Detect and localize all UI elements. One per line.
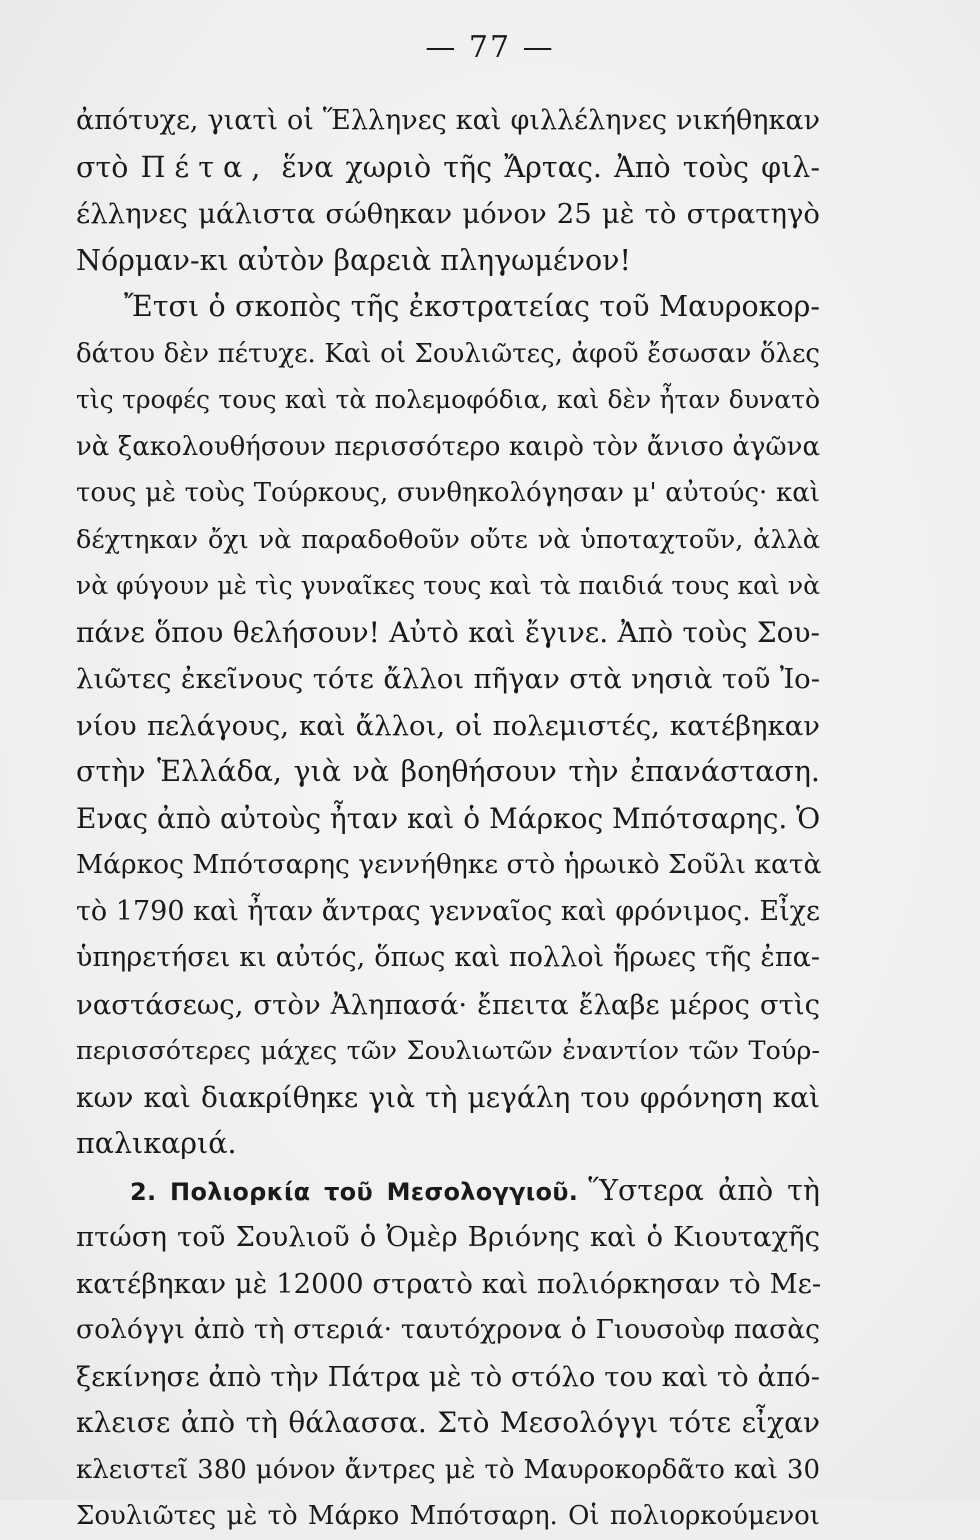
text-line: κων καὶ διακρίθηκε γιὰ τὴ μεγάλη του φρόνηση καὶ: [76, 1080, 820, 1114]
text-line: νὰ ξακολουθήσουν περισσότερο καιρὸ τὸν ἄνισο ἀγῶνα: [76, 431, 820, 462]
text-line: σολόγγι ἀπὸ τὴ στεριά· ταυτόχρονα ὁ Γιουσοὺφ πασὰς: [76, 1314, 820, 1345]
text-line: Σουλιῶτες μὲ τὸ Μάρκο Μπότσαρη. Οἱ πολιορκούμενοι: [76, 1501, 820, 1531]
body-text: [76, 98, 820, 1540]
text-line: κλεισε ἀπὸ τὴ θάλασσα. Στὸ Μεσολόγγι τότε εἶχαν: [76, 1406, 820, 1439]
text-line: ἀπότυχε, γιατὶ οἱ Ἕλληνες καὶ φιλλέληνες νικήθηκαν: [76, 105, 820, 136]
text-line: ναστάσεως, στὸν Ἀληπασά· ἔπειτα ἔλαβε μέρος στὶς: [76, 988, 820, 1021]
text-line: στὴν Ἑλλάδα, γιὰ νὰ βοηθήσουν τὴν ἐπανάσταση.: [76, 755, 820, 788]
text-line: πάνε ὅπου θελήσουν! Αὐτὸ καὶ ἔγινε. Ἀπὸ τοὺς Σου-: [76, 615, 820, 649]
text-line: Μάρκος Μπότσαρης γεννήθηκε στὸ ἡρωικὸ Σοῦλι κατὰ: [76, 849, 822, 880]
text-line: ξεκίνησε ἀπὸ τὴν Πάτρα μὲ τὸ στόλο του καὶ τὸ ἀπό-: [76, 1360, 820, 1393]
text-span: στὸ: [76, 150, 129, 184]
text-line: τὸ 1790 καὶ ἦταν ἄντρας γενναῖος καὶ φρόνιμος. Εἶχε: [76, 895, 820, 927]
page-number: — 77 —: [425, 30, 555, 65]
text-line: κλειστεῖ 380 μόνον ἄντρες μὲ τὸ Μαυροκορδᾶτο καὶ 30: [76, 1454, 820, 1485]
text-line: τους μὲ τοὺς Τούρκους, συνθηκολόγησαν μ' αὐτούς· καὶ: [76, 478, 820, 508]
text-line: πτώση τοῦ Σουλιοῦ ὁ Ὀμὲρ Βριόνης καὶ ὁ Κιουταχῆς: [76, 1221, 820, 1253]
text-line: παλικαριά.: [76, 1127, 237, 1160]
text-line: [76, 145, 820, 192]
text-span: ἕνα χωριὸ τῆς Ἄρτας. Ἀπὸ τοὺς φιλ-: [281, 150, 821, 184]
text-line: Ενας ἀπὸ αὐτοὺς ἦταν καὶ ὁ Μάρκος Μπότσαρης. Ὁ: [76, 801, 821, 835]
text-line: έλληνες μάλιστα σώθηκαν μόνον 25 μὲ τὸ στρατηγὸ: [76, 198, 820, 230]
text-line: ὑπηρετήσει κι αὐτός, ὅπως καὶ πολλοὶ ἥρωες τῆς ἐπα-: [76, 942, 820, 973]
text-line: νίου πελάγους, καὶ ἄλλοι, οἱ πολεμιστές, κατέβηκαν: [76, 709, 820, 742]
place-name-spaced: Πέτα,: [140, 150, 270, 184]
text-line: νὰ φύγουν μὲ τὶς γυναῖκες τους καὶ τὰ παιδιά τους καὶ νὰ: [76, 571, 820, 600]
text-line: κατέβηκαν μὲ 12000 στρατὸ καὶ πολιόρκησαν τὸ Με-: [76, 1267, 822, 1300]
text-span: Ὕστερα ἀπὸ τὴ: [588, 1173, 820, 1207]
text-line: λιῶτες ἐκεῖνους τότε ἄλλοι πῆγαν στὰ νησιὰ τοῦ Ἰο-: [76, 663, 820, 695]
text-line: Ἔτσι ὁ σκοπὸς τῆς ἐκστρατείας τοῦ Μαυροκορ-: [124, 290, 820, 323]
section-heading: 2. Πολιορκία τοῦ Μεσολογγιοῦ.: [130, 1177, 579, 1206]
text-line: περισσότερες μάχες τῶν Σουλιωτῶν ἐναντίον τῶν Τούρ-: [76, 1036, 820, 1066]
text-line: Νόρμαν-κι αὐτὸν βαρειὰ πληγωμένον!: [76, 243, 631, 277]
text-line: τὶς τροφές τους καὶ τὰ πολεμοφόδια, καὶ δὲν ἦταν δυνατὸ: [76, 385, 820, 414]
section-heading-line: [76, 1168, 820, 1215]
text-line: δάτου δὲν πέτυχε. Καὶ οἱ Σουλιῶτες, ἀφοῦ ἔσωσαν ὅλες: [76, 338, 820, 369]
text-line: δέχτηκαν ὄχι νὰ παραδοθοῦν οὔτε νὰ ὑποταχτοῦν, ἀλλὰ: [76, 524, 820, 555]
